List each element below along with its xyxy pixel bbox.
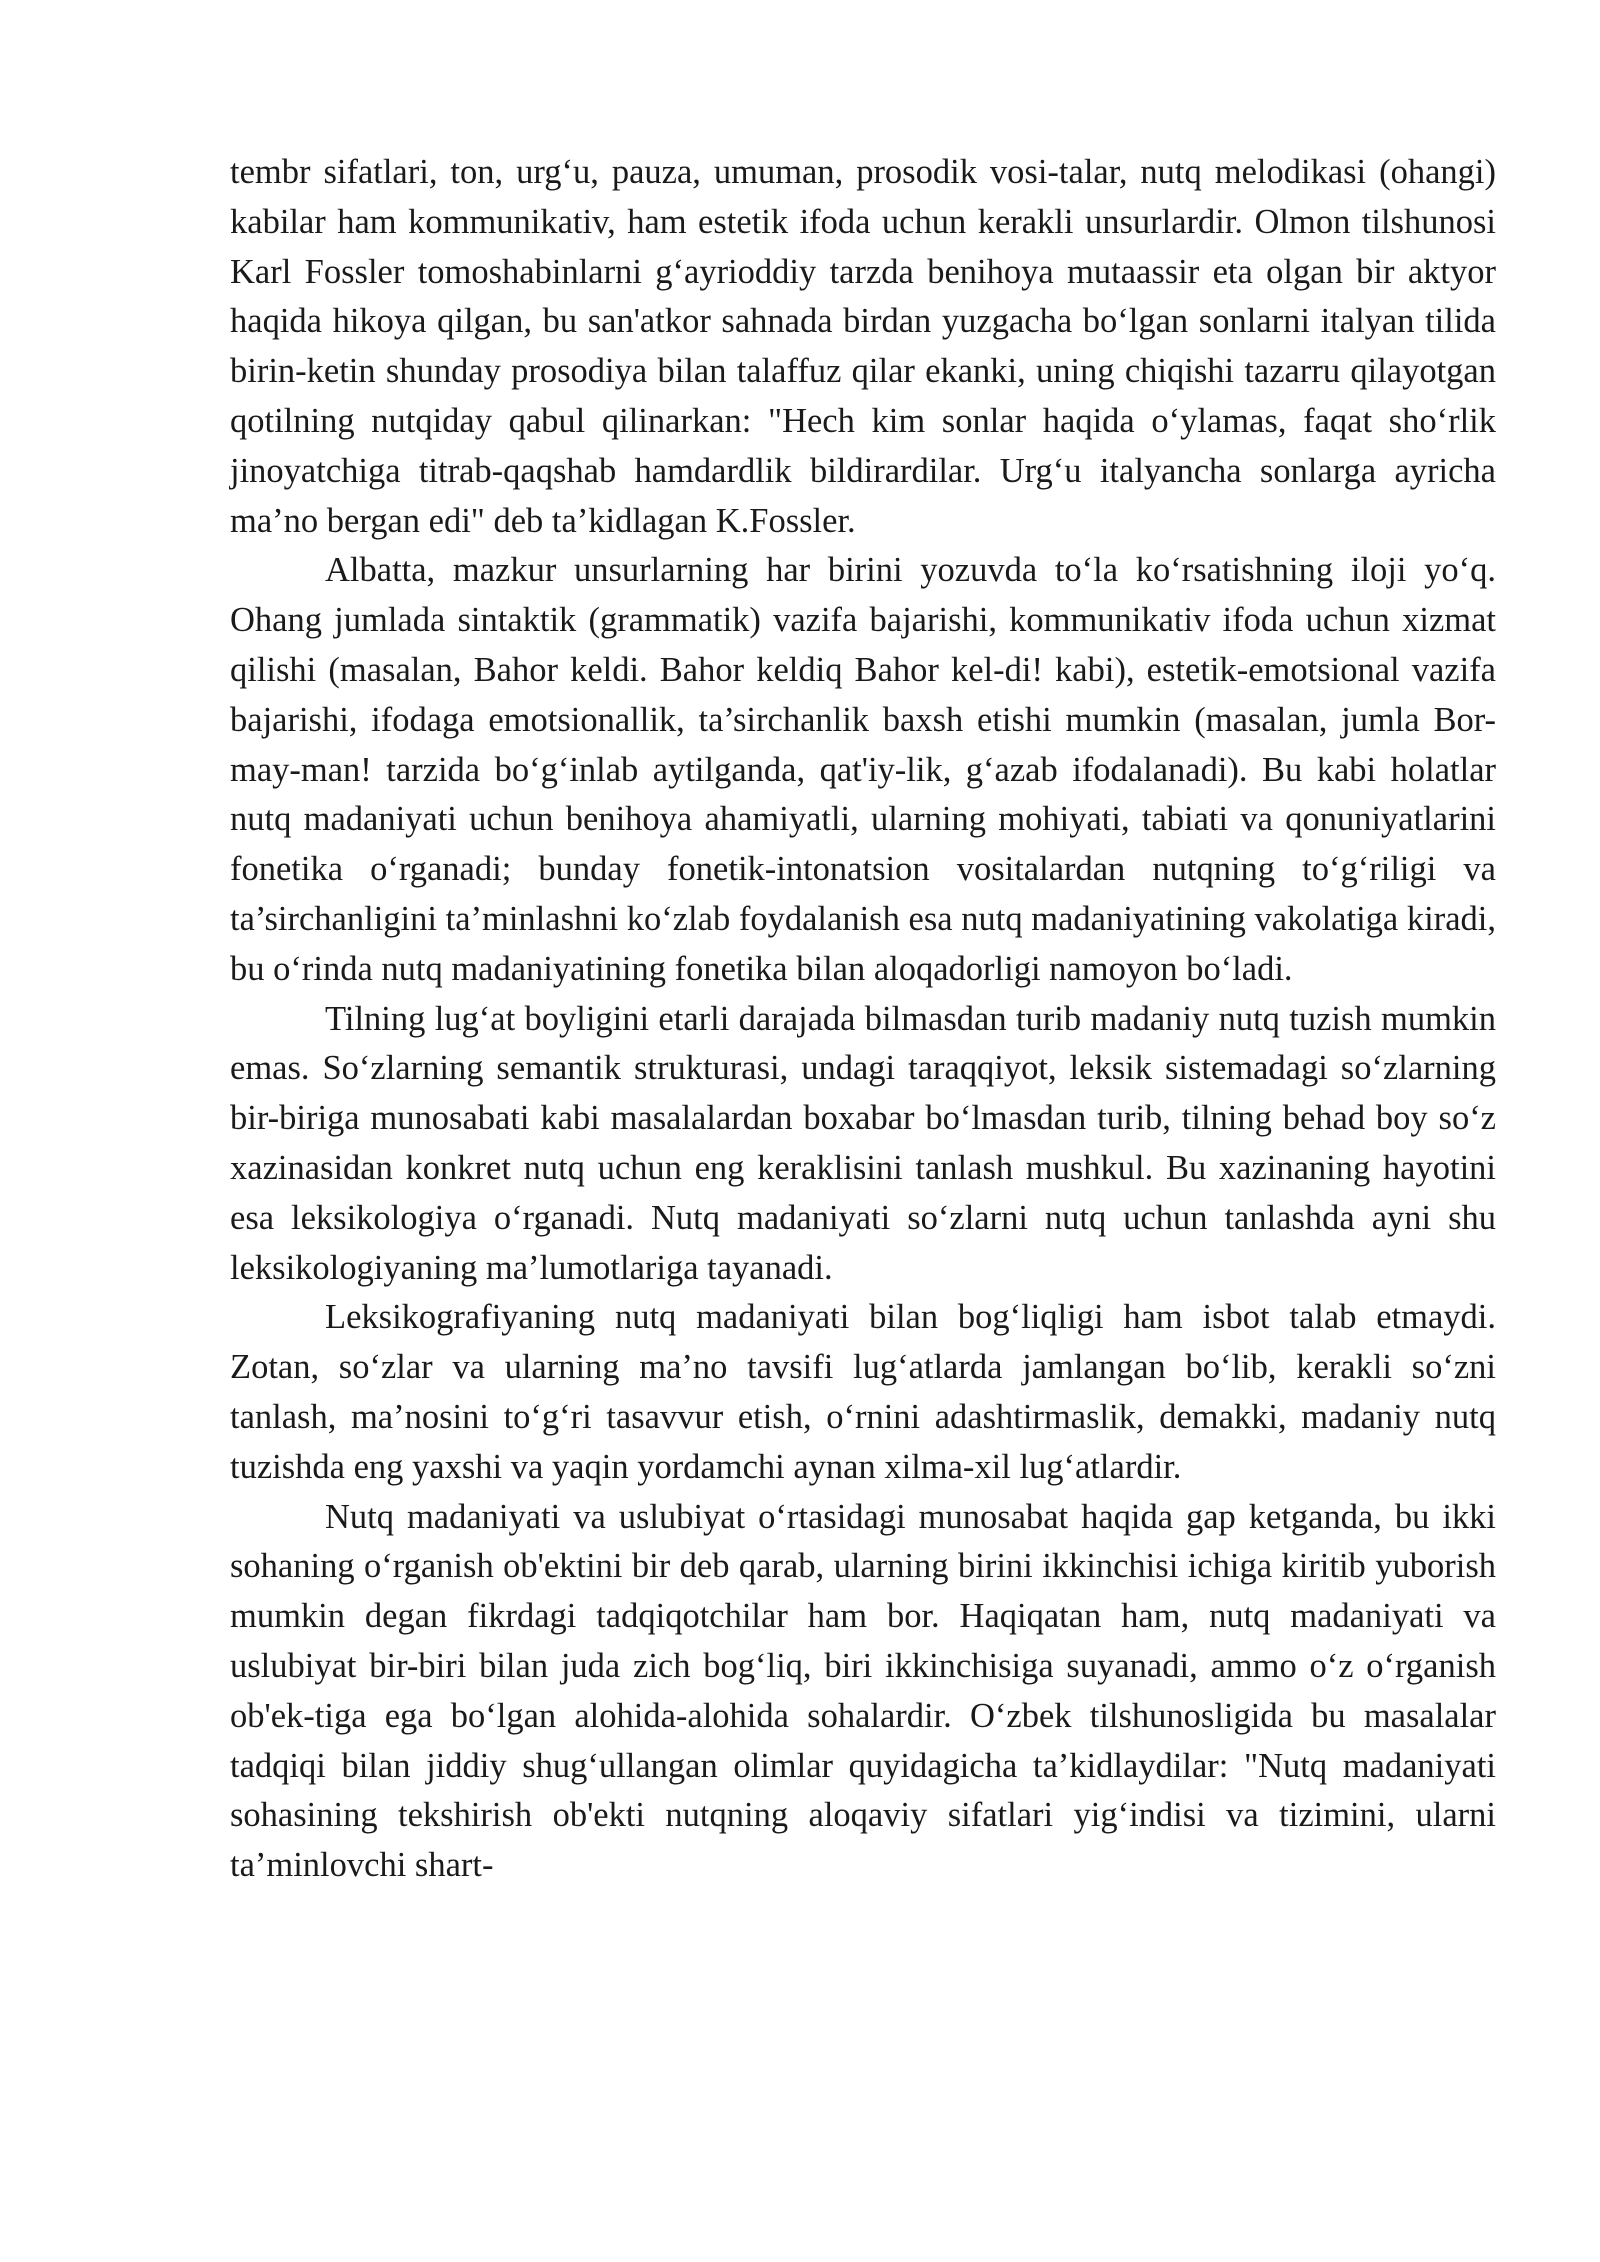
paragraph-3: Tilning lug‘at boyligini etarli darajada bilmasdan turib madaniy nutq tuzish mumkin emas. So‘zlarning semantik strukturasi, undagi taraqqiyot, leksik sistemadagi so‘zlarning bir-biriga munosabati kabi masalalardan boxabar bo‘lmasdan turib, tilning behad boy so‘z xazinasidan konkret nutq uchun eng keraklisini tanlash mushkul. Bu xazinaning hayotini esa leksikologiya o‘rganadi. Nutq madaniyati so‘zlarni nutq uchun tanlashda ayni shu leksikologiyaning ma’lumotlariga tayanadi. xyxy=(230,999,1496,1287)
paragraph-4: Leksikografiyaning nutq madaniyati bilan bog‘liqligi ham isbot talab etmaydi. Zotan, so‘zlar va ularning ma’no tavsifi lug‘atlarda jamlangan bo‘lib, kerakli so‘zni tanlash, ma’nosini to‘g‘ri tasavvur etish, o‘rnini adashtirmaslik, demakki, madaniy nutq tuzishda eng yaxshi va yaqin yordamchi aynan xilma-xil lug‘atlardir. xyxy=(230,1298,1496,1486)
paragraph-2: Albatta, mazkur unsurlarning har birini yozuvda to‘la ko‘rsatishning iloji yo‘q. Ohang jumlada sintaktik (grammatik) vazifa bajarishi, kommunikativ ifoda uchun xizmat qilishi (masalan, Bahor keldi. Bahor keldiq Bahor kel-di! kabi), estetik-emotsional vazifa bajarishi, ifodaga emotsionallik, ta’sirchanlik baxsh etishi mumkin (masalan, jumla Bor-may-man! tarzida bo‘g‘inlab aytilganda, qat'iy-lik, g‘azab ifodalanadi). Bu kabi holatlar nutq madaniyati uchun benihoya ahamiyatli, ularning mohiyati, tabiati va qonuniyatlarini fonetika o‘rganadi; bunday fonetik-intonatsion vositalardan nutqning to‘g‘riligi va ta’sirchanligini ta’minlashni ko‘zlab foydalanish esa nutq madaniyatining vakolatiga kiradi, bu o‘rinda nutq madaniyatining fonetika bilan aloqadorligi namoyon bo‘ladi. xyxy=(230,551,1496,988)
document-page xyxy=(230,148,1496,1891)
paragraph-1: tembr sifatlari, ton, urg‘u, pauza, umuman, prosodik vosi-talar, nutq melodikasi (ohangi) kabilar ham kommunikativ, ham estetik ifoda uchun kerakli unsurlardir. Olmon tilshunosi Karl Fossler tomoshabinlarni g‘ayrioddiy tarzda benihoya mutaassir eta olgan bir aktyor haqida hikoya qilgan, bu san'atkor sahnada birdan yuzgacha bo‘lgan sonlarni italyan tilida birin-ketin shunday prosodiya bilan talaffuz qilar ekanki, uning chiqishi tazarru qilayotgan qotilning nutqiday qabul qilinarkan: "Hech kim sonlar haqida o‘ylamas, faqat sho‘rlik jinoyatchiga titrab-qaqshab hamdardlik bildirardilar. Urg‘u italyancha sonlarga ayricha ma’no bergan edi" deb ta’kidlagan K.Fossler. xyxy=(230,153,1496,540)
paragraph-5: Nutq madaniyati va uslubiyat o‘rtasidagi munosabat haqida gap ketganda, bu ikki sohaning o‘rganish ob'ektini bir deb qarab, ularning birini ikkinchisi ichiga kiritib yuborish mumkin degan fikrdagi tadqiqotchilar ham bor. Haqiqatan ham, nutq madaniyati va uslubiyat bir-biri bilan juda zich bog‘liq, biri ikkinchisiga suyanadi, ammo o‘z o‘rganish ob'ek-tiga ega bo‘lgan alohida-alohida sohalardir. O‘zbek tilshunosligida bu masalalar tadqiqi bilan jiddiy shug‘ullangan olimlar quyidagicha ta’kidlaydilar: "Nutq madaniyati sohasining tekshirish ob'ekti nutqning aloqaviy sifatlari yig‘indisi va tizimini, ularni ta’minlovchi shart- xyxy=(230,1497,1496,1885)
